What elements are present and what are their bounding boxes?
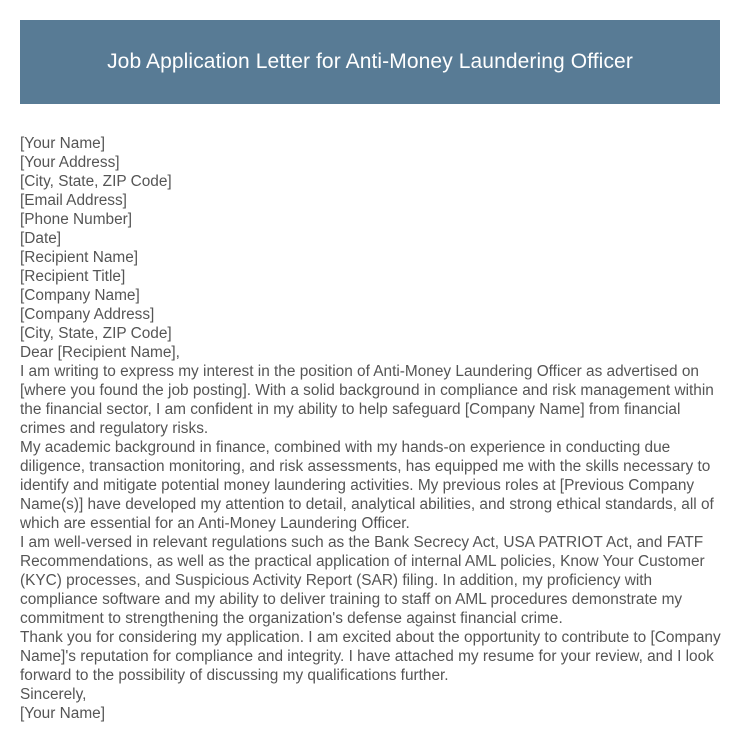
letter-body <box>20 134 724 723</box>
paragraph-closing: Thank you for considering my application. I am excited about the opportunity to contribute to [Company Name]'s reputation for compliance and integrity. I have attached my resume for your review, and I look forward to the possibility of discussing my qualifications further. <box>20 629 721 684</box>
closing: Sincerely, <box>20 686 87 703</box>
sender-block <box>20 134 724 248</box>
signature: [Your Name] <box>20 705 105 722</box>
recipient-address: [Company Address] <box>20 306 155 323</box>
sender-phone: [Phone Number] <box>20 211 133 228</box>
recipient-city-state-zip: [City, State, ZIP Code] <box>20 325 172 342</box>
sender-email: [Email Address] <box>20 192 127 209</box>
recipient-company: [Company Name] <box>20 287 140 304</box>
paragraph-regulations: I am well-versed in relevant regulations such as the Bank Secrecy Act, USA PATRIOT Act, and FATF Recommendations, as well as the practical application of internal AML policies, Know Your Customer (KYC) processes, and Suspicious Activity Report (SAR) filing. In addition, my proficiency with compliance software and my ability to deliver training to staff on AML procedures demonstrate my commitment to strengthening the organization's defense against financial crime. <box>20 534 705 627</box>
sender-address: [Your Address] <box>20 154 120 171</box>
paragraph-intro: I am writing to express my interest in the position of Anti-Money Laundering Officer as advertised on [where you found the job posting]. With a solid background in compliance and risk management within the financial sector, I am confident in my ability to help safeguard [Company Name] from financial crimes and regulatory risks. <box>20 363 714 437</box>
salutation: Dear [Recipient Name], <box>20 344 180 361</box>
recipient-title: [Recipient Title] <box>20 268 126 285</box>
title-banner <box>20 20 720 104</box>
recipient-block <box>20 248 724 343</box>
letter-date: [Date] <box>20 230 62 247</box>
sender-city-state-zip: [City, State, ZIP Code] <box>20 173 172 190</box>
paragraph-background: My academic background in finance, combined with my hands-on experience in conducting due diligence, transaction monitoring, and risk assessments, has equipped me with the skills necessary to identify and mitigate potential money laundering activities. My previous roles at [Previous Company Name(s)] have developed my attention to detail, analytical abilities, and strong ethical standards, all of which are essential for an Anti-Money Laundering Officer. <box>20 439 714 532</box>
recipient-name: [Recipient Name] <box>20 249 139 266</box>
page-title: Job Application Letter for Anti-Money Laundering Officer <box>107 50 633 73</box>
sender-name: [Your Name] <box>20 135 105 152</box>
